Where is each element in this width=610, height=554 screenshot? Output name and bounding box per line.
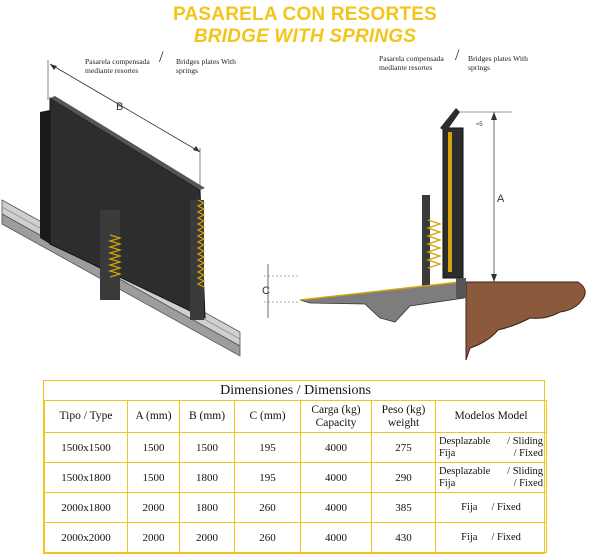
model-es: Desplazable [439, 435, 491, 447]
header-c: C (mm) [235, 401, 301, 433]
cell-a: 1500 [128, 433, 180, 463]
dimension-c-label: C [262, 285, 270, 297]
cell-load: 4000 [301, 523, 372, 553]
caption-right-es: Pasarela compensada mediante resortes [379, 54, 444, 72]
model-en: / Sliding [507, 435, 544, 447]
model-es: Desplazable [439, 465, 491, 477]
header-a: A (mm) [128, 401, 180, 433]
cell-model [436, 523, 547, 553]
table-row [45, 493, 547, 523]
title-english: BRIDGE WITH SPRINGS [193, 26, 417, 47]
cell-b: 1500 [180, 433, 235, 463]
dimensions-table [43, 380, 545, 554]
caption-left-en: Bridges plates With springs [176, 57, 236, 75]
cell-c: 195 [235, 433, 301, 463]
cell-type: 1500x1500 [45, 433, 128, 463]
cell-c: 195 [235, 463, 301, 493]
cell-weight: 275 [372, 433, 436, 463]
header-model: Modelos Model [436, 401, 547, 433]
cell-load: 4000 [301, 433, 372, 463]
cell-weight: 385 [372, 493, 436, 523]
model-en: / Fixed [491, 501, 521, 513]
dimension-a-label: A [497, 193, 505, 205]
cell-c: 260 [235, 523, 301, 553]
dimension-b-label: B [116, 101, 124, 113]
cell-model [436, 493, 547, 523]
header-type: Tipo / Type [45, 401, 128, 433]
cell-a: 2000 [128, 493, 180, 523]
model-en: / Fixed [491, 531, 521, 543]
header-load: Carga (kg) Capacity [301, 401, 372, 433]
cell-a: 1500 [128, 463, 180, 493]
caption-left-es: Pasarela compensada mediante resortes [85, 57, 150, 75]
cell-b: 1800 [180, 493, 235, 523]
cell-type: 2000x2000 [45, 523, 128, 553]
cell-weight: 290 [372, 463, 436, 493]
table-caption: Dimensiones / Dimensions [45, 381, 547, 401]
title-spanish: PASARELA CON RESORTES [173, 4, 437, 25]
model-es: Fija [461, 501, 478, 513]
cell-load: 4000 [301, 463, 372, 493]
table-row [45, 463, 547, 493]
left-bridge-view [2, 60, 240, 356]
cell-model [436, 433, 547, 463]
cell-a: 2000 [128, 523, 180, 553]
cell-b: 2000 [180, 523, 235, 553]
dimension-small-label: ≈5 [476, 122, 483, 128]
cell-model [436, 463, 547, 493]
model-en: / Fixed [513, 447, 544, 459]
cell-c: 260 [235, 493, 301, 523]
header-weight: Peso (kg) weight [372, 401, 436, 433]
table-row [45, 523, 547, 553]
cell-type: 2000x1800 [45, 493, 128, 523]
header-b: B (mm) [180, 401, 235, 433]
caption-right-en: Bridges plates With springs [468, 54, 528, 72]
model-en: / Fixed [513, 477, 544, 489]
model-en: / Sliding [507, 465, 544, 477]
cell-weight: 430 [372, 523, 436, 553]
cell-load: 4000 [301, 493, 372, 523]
cell-type: 1500x1800 [45, 463, 128, 493]
model-es: Fija [439, 477, 456, 489]
cell-b: 1800 [180, 463, 235, 493]
right-section-view [262, 108, 585, 360]
table-row [45, 433, 547, 463]
model-es: Fija [439, 447, 456, 459]
model-es: Fija [461, 531, 478, 543]
